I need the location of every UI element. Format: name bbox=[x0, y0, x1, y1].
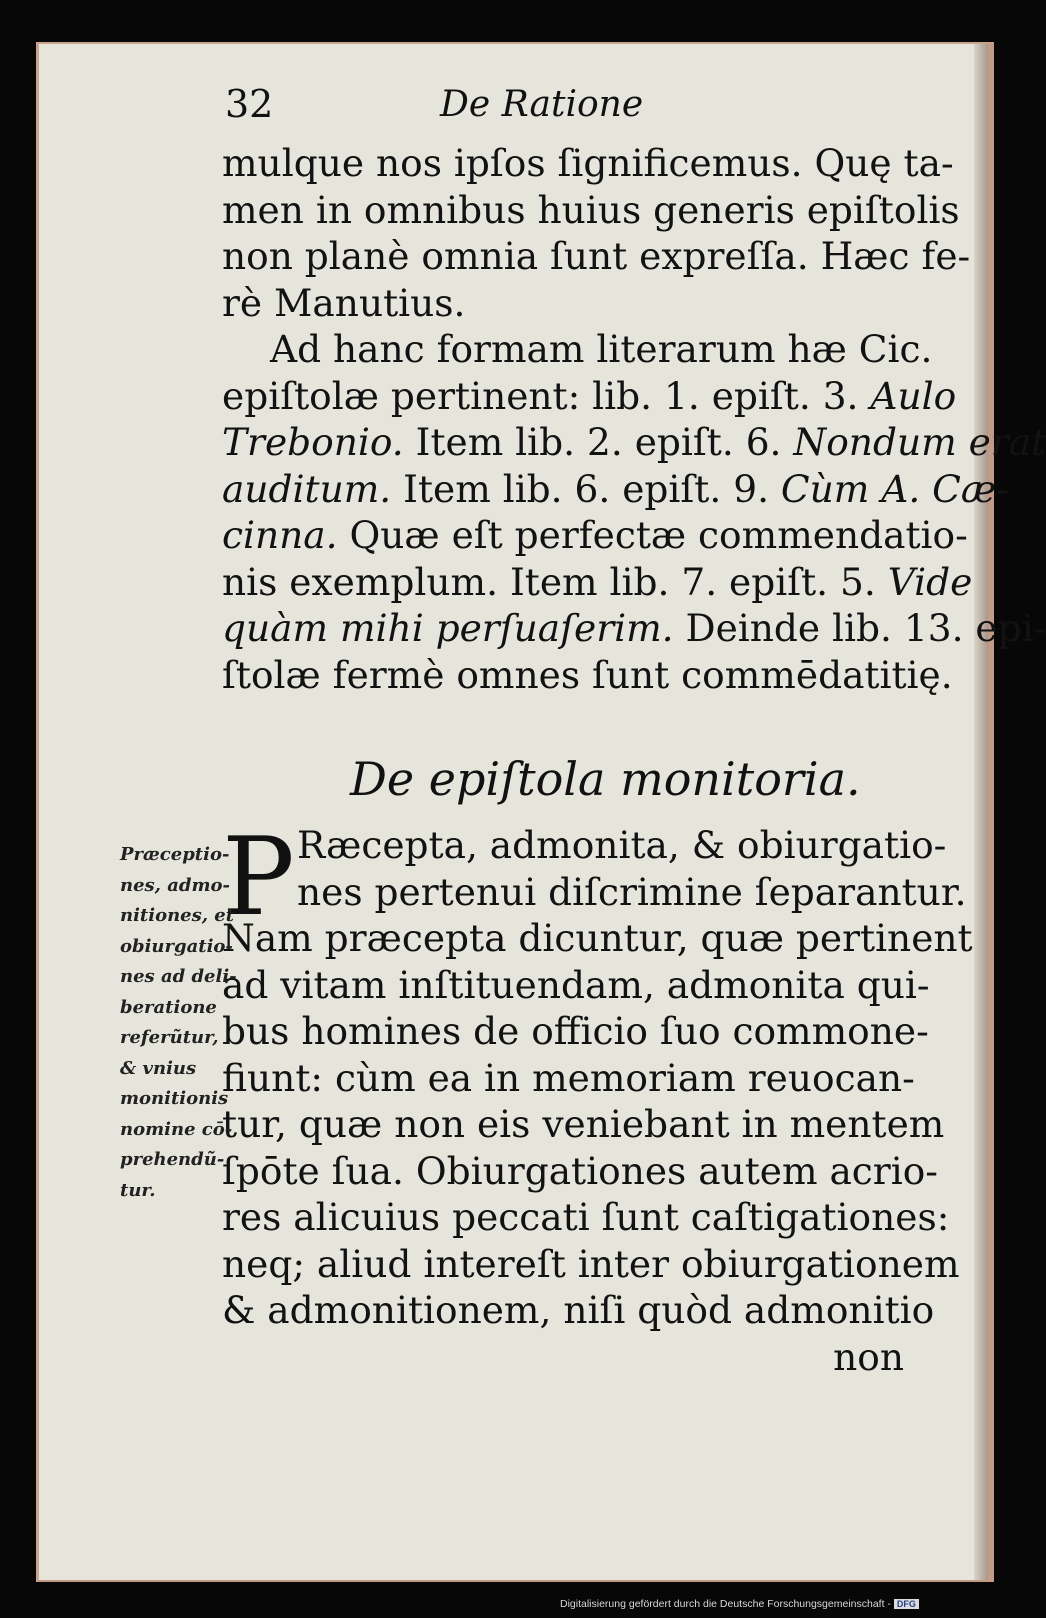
text-span: Item lib. 6. epiſt. 9. bbox=[403, 466, 769, 511]
digitization-credit bbox=[560, 1598, 919, 1610]
text-line: rè Manutius. bbox=[222, 280, 466, 325]
marginal-line: nes ad deli- bbox=[120, 966, 237, 987]
text-line: men in omnibus huius generis epiſtolis bbox=[222, 187, 960, 232]
text-line: non planè omnia ſunt expreſſa. Hæc fe- bbox=[222, 234, 971, 278]
text-span: Deinde lib. 13. epi- bbox=[685, 606, 1046, 650]
dfg-logo: DFG bbox=[894, 1599, 919, 1609]
marginal-line: beratione bbox=[120, 996, 217, 1018]
marginal-line: obiurgatio- bbox=[120, 935, 233, 957]
marginal-line: prehendũ- bbox=[120, 1149, 225, 1170]
text-line: tur, quæ non eis veniebant in mentem bbox=[222, 1102, 945, 1146]
italic-reference: Vide bbox=[887, 559, 973, 604]
text-line: mulque nos ipſos ſignificemus. Quę ta- bbox=[222, 141, 954, 185]
marginal-line: nes, admo- bbox=[120, 874, 230, 896]
text-span: epiſtolæ pertinent: lib. 1. epiſt. 3. bbox=[222, 373, 859, 418]
text-line bbox=[222, 326, 933, 373]
text-span: Item lib. 2. epiſt. 6. bbox=[415, 420, 782, 464]
catchword: non bbox=[833, 1334, 904, 1379]
section-title: De epiſtola monitoria. bbox=[350, 752, 861, 806]
page-edge bbox=[974, 44, 988, 1580]
text-line: ſtolæ fermè omnes ſunt commēdatitię. bbox=[222, 652, 953, 697]
text-line bbox=[222, 419, 1046, 466]
credit-text: Digitalisierung gefördert durch die Deutsche Forschungsgemeinschaft - bbox=[560, 1598, 891, 1610]
marginal-note bbox=[120, 840, 248, 1206]
text-span: Ad hanc formam literarum hæ Cic. bbox=[270, 327, 933, 371]
text-line: Ræcepta, admonita, & obiurgatio- bbox=[297, 823, 947, 867]
text-line: fiunt: cùm ea in memoriam reuocan- bbox=[222, 1055, 915, 1100]
italic-reference: Nondum erat bbox=[793, 420, 1046, 464]
italic-reference: cinna. bbox=[222, 513, 338, 557]
running-head: De Ratione bbox=[440, 84, 644, 125]
marginal-line: & vnius bbox=[120, 1057, 197, 1079]
text-line: res alicuius peccati ſunt caſtigationes: bbox=[222, 1195, 950, 1239]
text-line: Nam præcepta dicuntur, quæ pertinent bbox=[222, 916, 973, 960]
italic-reference: quàm mihi perſuaſerim. bbox=[222, 606, 674, 650]
text-line bbox=[222, 373, 957, 420]
section-body bbox=[222, 815, 973, 1380]
body-text bbox=[222, 140, 1046, 698]
italic-reference: Cùm A. Cæ- bbox=[780, 466, 1009, 511]
text-line: bus homines de officio ſuo commone- bbox=[222, 1009, 929, 1053]
page-number: 32 bbox=[225, 82, 274, 126]
text-span: Quæ eſt perfectæ commendatio- bbox=[349, 513, 968, 557]
marginal-line: Præceptio- bbox=[120, 844, 230, 865]
text-line: nes pertenui diſcrimine ſeparantur. bbox=[297, 869, 967, 914]
page-header bbox=[225, 82, 685, 142]
italic-reference: Trebonio. bbox=[222, 420, 404, 464]
marginal-line: monitionis bbox=[120, 1088, 229, 1109]
text-line: neq; aliud intereſt inter obiurgationem bbox=[222, 1241, 960, 1286]
text-line: ad vitam inſtituendam, admonita qui- bbox=[222, 962, 930, 1007]
text-line: ſpōte ſua. Obiurgationes autem acrio- bbox=[222, 1148, 938, 1193]
marginal-line: nitiones, et bbox=[120, 905, 235, 926]
marginal-line: nomine cō- bbox=[120, 1118, 233, 1140]
marginal-line: referũtur, bbox=[120, 1027, 219, 1048]
italic-reference: auditum. bbox=[222, 466, 392, 511]
text-line bbox=[222, 559, 973, 606]
text-line: & admonitionem, niſi quòd admonitio bbox=[222, 1288, 935, 1332]
text-line bbox=[222, 466, 1009, 513]
text-line bbox=[222, 605, 1046, 652]
italic-reference: Aulo bbox=[870, 373, 957, 418]
text-line bbox=[222, 512, 968, 559]
drop-cap: P bbox=[222, 815, 295, 940]
text-span: nis exemplum. Item lib. 7. epiſt. 5. bbox=[222, 559, 876, 604]
marginal-line: tur. bbox=[120, 1179, 156, 1201]
